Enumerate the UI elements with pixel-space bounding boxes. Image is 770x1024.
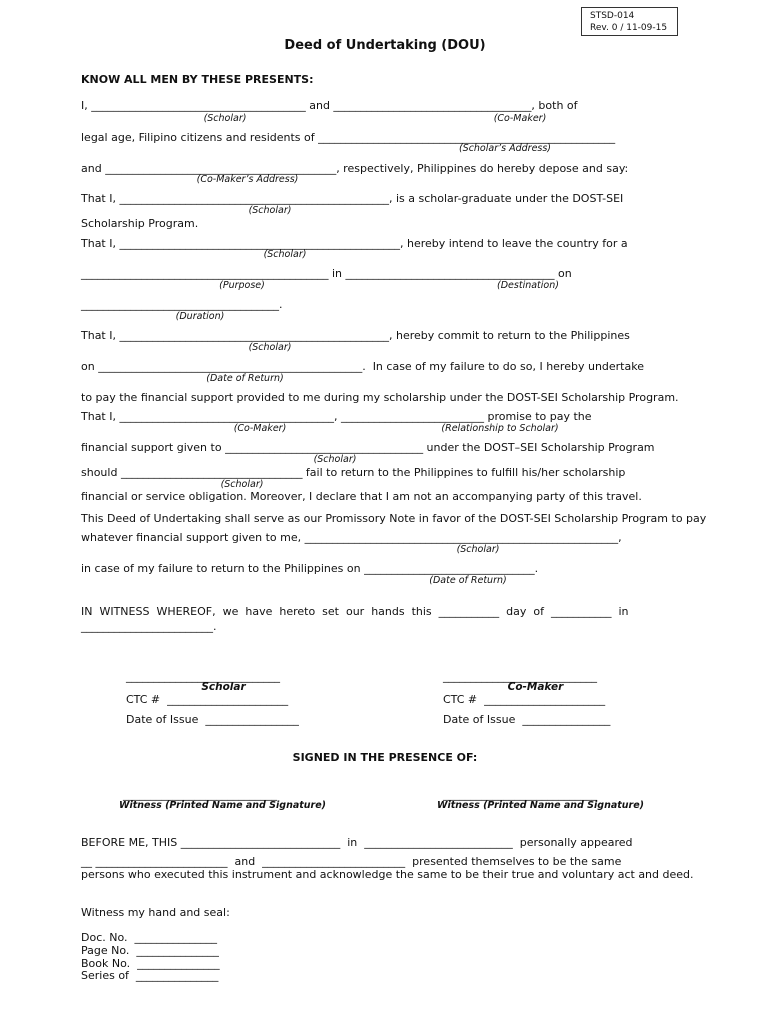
scholar-signature-line: ____________________________ xyxy=(126,670,280,683)
revision-number: Rev. 0 / 11-09-15 xyxy=(590,23,668,33)
comaker-date-of-issue: Date of Issue ________________ xyxy=(443,713,611,726)
caption-date-of-return: (Date of Return) xyxy=(206,373,284,384)
witness-2-label: Witness (Printed Name and Signature) xyxy=(436,800,645,811)
scholar-ctc: CTC # ______________________ xyxy=(126,693,289,706)
line-2: legal age, Filipino citizens and residents of ______________________________________________________ xyxy=(81,131,616,144)
comaker-signature-line: ____________________________ xyxy=(443,670,597,683)
line-18: in case of my failure to return to the Philippines on _______________________________. xyxy=(81,562,539,575)
line-1: I, _______________________________________ and ____________________________________, both of xyxy=(81,99,578,112)
line-20: ________________________. xyxy=(81,620,217,633)
line-11: to pay the financial support provided to me during my scholarship under the DOST-SEI Scholarship Program. xyxy=(81,391,679,404)
line-19: IN WITNESS WHEREOF, we have hereto set our hands this ___________ day of ___________ in xyxy=(81,605,629,618)
witness-hand-seal: Witness my hand and seal: xyxy=(81,906,230,919)
line-3: and __________________________________________, respectively, Philippines do hereby depose and say: xyxy=(81,162,629,175)
caption-scholar: (Scholar) xyxy=(456,544,500,555)
caption-relationship: (Relationship to Scholar) xyxy=(441,423,559,434)
caption-destination: (Destination) xyxy=(497,280,559,291)
scholar-date-of-issue: Date of Issue _________________ xyxy=(126,713,299,726)
caption-scholar: (Scholar) xyxy=(248,205,292,216)
caption-comaker: (Co-Maker) xyxy=(493,113,547,124)
caption-comaker: (Co-Maker) xyxy=(233,423,287,434)
signed-presence-heading: SIGNED IN THE PRESENCE OF: xyxy=(292,751,478,764)
line-4: That I, _________________________________________________, is a scholar-graduate under the DOST-SEI xyxy=(81,192,624,205)
line-14: should _________________________________ fail to return to the Philippines to fulfill his/her scholarship xyxy=(81,466,626,479)
line-13: financial support given to ____________________________________ under the DOST–SEI Scholarship Program xyxy=(81,441,655,454)
doc-no: Doc. No. _______________ xyxy=(81,931,217,944)
caption-scholar-address: (Scholar’s Address) xyxy=(458,143,552,154)
notary-line-3: persons who executed this instrument and acknowledge the same to be their true and voluntary act and deed. xyxy=(81,868,694,881)
caption-date-of-return: (Date of Return) xyxy=(429,575,507,586)
witness-1-line: ____________________________ xyxy=(123,788,277,801)
line-12: That I, _______________________________________, __________________________ promise to pay the xyxy=(81,410,592,423)
line-10: on ________________________________________________. In case of my failure to do so, I hereby undertake xyxy=(81,360,644,373)
line-5: Scholarship Program. xyxy=(81,217,199,230)
line-16: This Deed of Undertaking shall serve as our Promissory Note in favor of the DOST-SEI Scholarship Program to pay xyxy=(81,512,707,525)
caption-scholar: (Scholar) xyxy=(220,479,264,490)
book-no: Book No. _______________ xyxy=(81,957,220,970)
form-code: STSD-014 xyxy=(590,11,635,21)
caption-scholar: (Scholar) xyxy=(203,113,247,124)
line-6: That I, ___________________________________________________, hereby intend to leave the country for a xyxy=(81,237,628,250)
caption-comaker-address: (Co-Maker’s Address) xyxy=(196,174,299,185)
line-7: _____________________________________________ in ______________________________________ on xyxy=(81,267,572,280)
notary-line-2: __ ________________________ and __________________________ presented themselves to be the same xyxy=(81,855,622,868)
witness-2-line: ____________________________ xyxy=(443,788,597,801)
comaker-signature-label: Co-Maker xyxy=(507,681,564,693)
line-9: That I, _________________________________________________, hereby commit to return to the Philippines xyxy=(81,329,630,342)
caption-duration: (Duration) xyxy=(175,311,225,322)
caption-purpose: (Purpose) xyxy=(219,280,265,291)
witness-1-label: Witness (Printed Name and Signature) xyxy=(118,800,327,811)
notary-line-1: BEFORE ME, THIS _____________________________ in ___________________________ personally appeared xyxy=(81,836,633,849)
caption-scholar: (Scholar) xyxy=(248,342,292,353)
scholar-signature-label: Scholar xyxy=(201,681,246,693)
line-15: financial or service obligation. Moreover, I declare that I am not an accompanying party of this travel. xyxy=(81,490,642,503)
comaker-ctc: CTC # ______________________ xyxy=(443,693,606,706)
line-17: whatever financial support given to me, _________________________________________________________, xyxy=(81,531,622,544)
know-all-heading: KNOW ALL MEN BY THESE PRESENTS: xyxy=(81,73,314,86)
document-title: Deed of Undertaking (DOU) xyxy=(284,38,486,53)
caption-scholar: (Scholar) xyxy=(263,249,307,260)
page-no: Page No. _______________ xyxy=(81,944,219,957)
caption-scholar: (Scholar) xyxy=(313,454,357,465)
line-8: ____________________________________. xyxy=(81,298,283,311)
form-code-box xyxy=(581,7,678,36)
series-of: Series of _______________ xyxy=(81,969,219,982)
